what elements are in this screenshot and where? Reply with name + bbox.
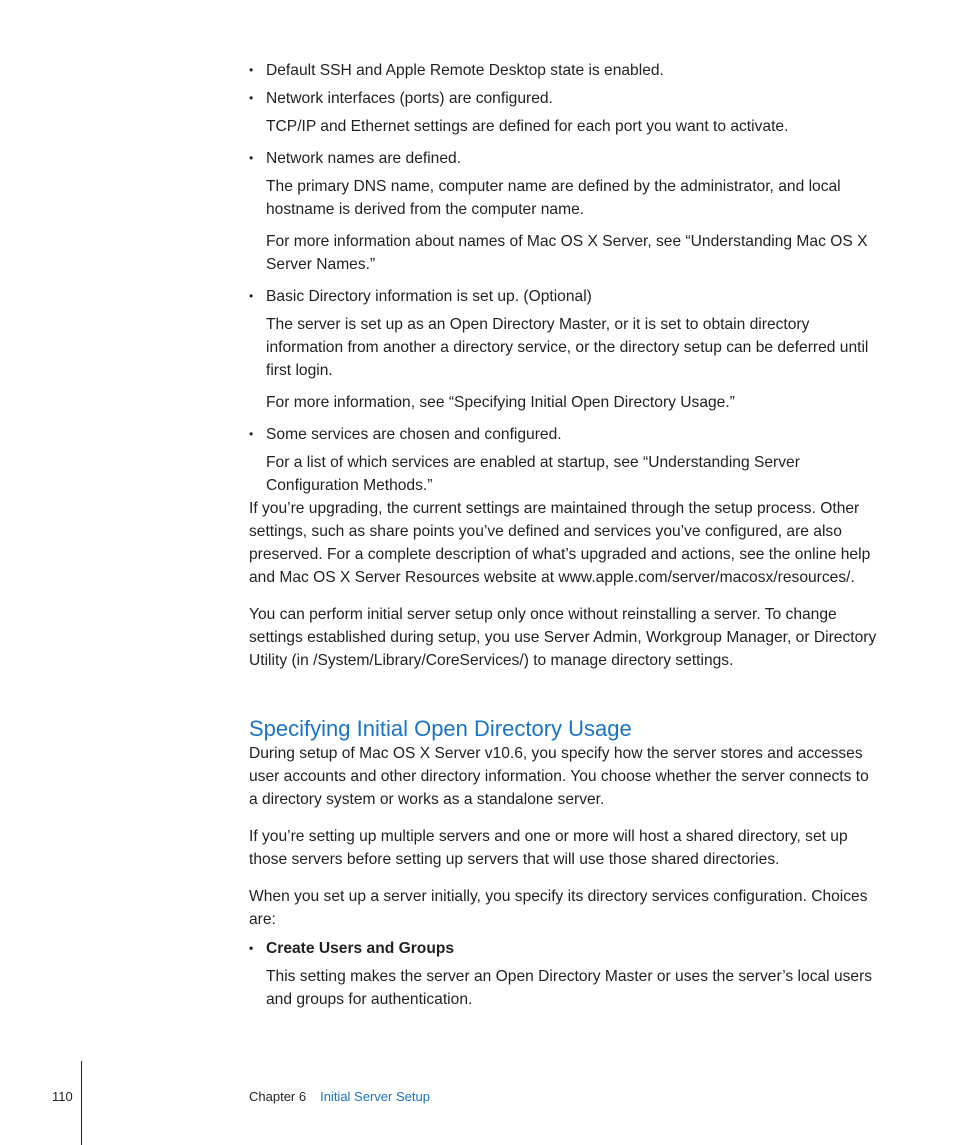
- section-heading: Specifying Initial Open Directory Usage: [249, 716, 632, 741]
- chapter-title: Initial Server Setup: [320, 1089, 430, 1104]
- bullet-directory-info: • Basic Directory information is set up. (Optional): [249, 285, 879, 308]
- page-body: [249, 59, 879, 1011]
- bullet-network-interfaces-detail: TCP/IP and Ethernet settings are defined for each port you want to activate.: [266, 118, 789, 135]
- footer-chapter: [249, 1089, 430, 1104]
- choice-create-users-groups: • Create Users and Groups: [249, 937, 879, 960]
- section-paragraph-intro: During setup of Mac OS X Server v10.6, you specify how the server stores and accesses user accounts and other directory information. You choose whether the server connects to a directory system or works as a standalone server.: [249, 745, 869, 808]
- bullet-network-names: • Network names are defined.: [249, 147, 879, 170]
- page-number: 110: [52, 1089, 73, 1104]
- bullet-network-names-reference: For more information about names of Mac OS X Server, see “Understanding Mac OS X Server Names.”: [266, 233, 868, 273]
- bullet-network-interfaces: • Network interfaces (ports) are configured.: [249, 87, 879, 110]
- section-paragraph-choices: When you set up a server initially, you specify its directory services configuration. Choices are:: [249, 888, 868, 928]
- choice-create-users-groups-detail: This setting makes the server an Open Directory Master or uses the server’s local users and groups for authentication.: [266, 968, 873, 1008]
- chapter-label: Chapter 6: [249, 1089, 307, 1104]
- bullet-ssh: • Default SSH and Apple Remote Desktop state is enabled.: [249, 59, 879, 82]
- bullet-directory-info-reference: For more information, see “Specifying Initial Open Directory Usage.”: [266, 394, 735, 411]
- bullet-network-names-detail: The primary DNS name, computer name are defined by the administrator, and local hostname is derived from the computer name.: [266, 178, 841, 218]
- paragraph-initial-setup: You can perform initial server setup only once without reinstalling a server. To change settings established during setup, you use Server Admin, Workgroup Manager, or Directory Utility (in /System/Library/CoreServices/) to manage directory settings.: [249, 606, 877, 669]
- bullet-services-detail: For a list of which services are enabled at startup, see “Understanding Server Configuration Methods.”: [266, 454, 800, 494]
- paragraph-upgrading: If you’re upgrading, the current settings are maintained through the setup process. Other settings, such as share points you’ve defined and services you’ve configured, are also preserved. For a complete description of what’s upgraded and actions, see the online help and Mac OS X Server Resources website at www.apple.com/server/macosx/resources/.: [249, 500, 871, 586]
- bullet-services: • Some services are chosen and configured.: [249, 423, 879, 446]
- bullet-directory-info-detail: The server is set up as an Open Directory Master, or it is set to obtain directory information from another a directory service, or the directory setup can be deferred until first login.: [266, 316, 869, 379]
- footer-divider: [81, 1061, 82, 1145]
- section-paragraph-multiple-servers: If you’re setting up multiple servers and one or more will host a shared directory, set up those servers before setting up servers that will use those shared directories.: [249, 828, 848, 868]
